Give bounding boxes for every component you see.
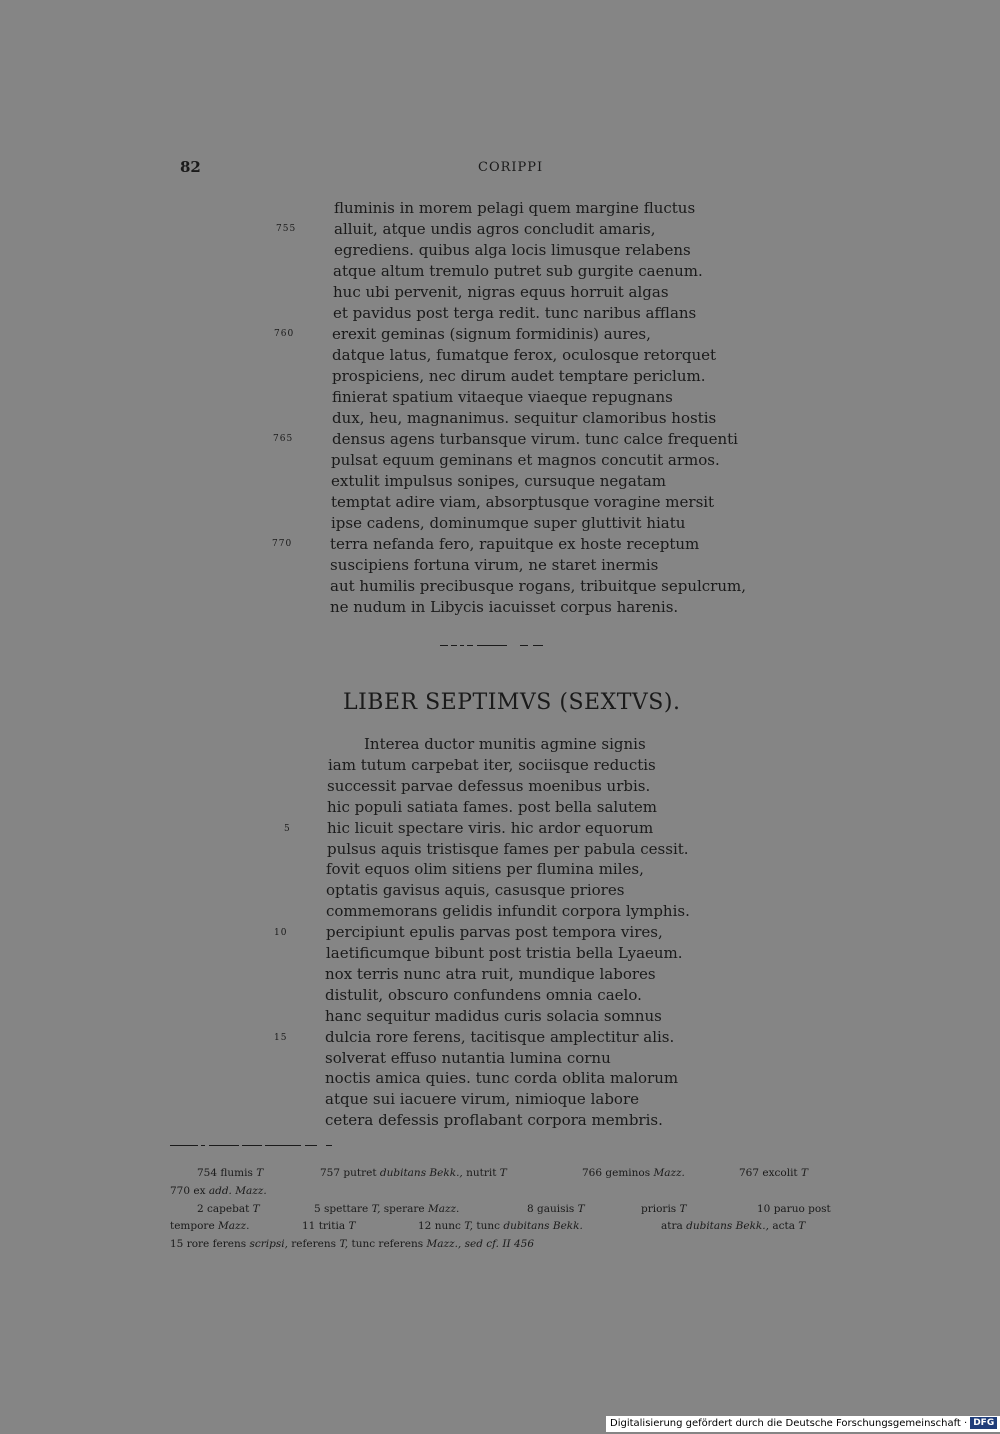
verse-line: huc ubi pervenit, nigras equus horruit algas [333, 283, 669, 301]
verse-line: successit parvae defessus moenibus urbis. [327, 776, 651, 795]
verse-line: egrediens. quibus alga locis limusque relabens [334, 241, 691, 259]
verse-line: laetificumque bibunt post tristia bella Lyaeum. [326, 944, 683, 962]
verse-line: extulit impulsus sonipes, cursuque negatam [331, 472, 666, 490]
verse-line: optatis gavisus aquis, casusque priores [326, 881, 625, 900]
line-number: 10 [274, 928, 288, 938]
verse-line: pulsus aquis tristisque fames per pabula cessit. [327, 839, 689, 858]
line-number: 765 [273, 434, 294, 444]
verse-line: cetera defessis proflabant corpora membris. [325, 1111, 663, 1130]
line-number: 770 [272, 539, 293, 549]
page-number: 82 [180, 158, 201, 176]
verse-line: atque altum tremulo putret sub gurgite caenum. [333, 262, 703, 280]
note: 5 spettare T, sperare Mazz. [314, 1203, 460, 1215]
note: prioris T [641, 1203, 687, 1215]
verse-line: densus agens turbansque virum. tunc calce frequenti [332, 430, 738, 448]
book-title: LIBER SEPTIMVS (SEXTVS). [343, 690, 681, 715]
line-number: 5 [284, 824, 291, 834]
verse-line: suscipiens fortuna virum, ne staret inermis [330, 556, 659, 574]
verse-line: fovit equos olim sitiens per flumina miles, [326, 860, 644, 879]
verse-line: pulsat equum geminans et magnos concutit armos. [331, 451, 720, 469]
note: 2 capebat T [197, 1203, 260, 1215]
verse-line: datque latus, fumatque ferox, oculosque retorquet [332, 346, 717, 364]
note: 15 rore ferens scripsi, referens T, tunc referens Mazz., sed cf. II 456 [170, 1238, 535, 1250]
verse-line: dux, heu, magnanimus. sequitur clamoribus hostis [332, 409, 717, 427]
note: 770 ex add. Mazz. [170, 1185, 267, 1197]
verse-line: aut humilis precibusque rogans, tribuitque sepulcrum, [330, 577, 747, 595]
verse-line: finierat spatium vitaeque viaeque repugnans [332, 388, 673, 406]
verse-line: distulit, obscuro confundens omnia caelo. [325, 985, 642, 1004]
note: 766 geminos Mazz. [582, 1167, 685, 1179]
verse-line: atque sui iacuere virum, nimioque labore [325, 1090, 639, 1109]
verse-line: erexit geminas (signum formidinis) aures, [332, 325, 651, 343]
verse-line: hic populi satiata fames. post bella salutem [327, 797, 657, 816]
verse-line: hic licuit spectare viris. hic ardor equorum [327, 818, 654, 837]
digitization-credit [606, 1416, 1000, 1432]
note: 10 paruo post [757, 1203, 831, 1215]
verse-line: commemorans gelidis infundit corpora lymphis. [326, 902, 690, 921]
credit-text: Digitalisierung gefördert durch die Deutsche Forschungsgemeinschaft · [610, 1418, 968, 1429]
note: 757 putret dubitans Bekk., nutrit T [320, 1167, 507, 1179]
verse-line: nox terris nunc atra ruit, mundique labores [325, 964, 656, 983]
verse-line: ne nudum in Libycis iacuisset corpus harenis. [330, 598, 679, 616]
note: 8 gauisis T [527, 1203, 585, 1215]
note: 754 flumis T [197, 1167, 264, 1179]
verse-line: terra nefanda fero, rapuitque ex hoste receptum [330, 535, 700, 553]
note: 11 tritia T [302, 1220, 356, 1232]
dfg-logo: DFG [970, 1417, 997, 1429]
note: tempore Mazz. [170, 1220, 250, 1232]
line-number: 755 [276, 224, 297, 234]
verse-line: solverat effuso nutantia lumina cornu [325, 1048, 611, 1067]
verse-line: et pavidus post terga redit. tunc naribus afflans [333, 304, 697, 322]
verse-line: iam tutum carpebat iter, sociisque reductis [328, 755, 656, 774]
verse-line: percipiunt epulis parvas post tempora vires, [326, 923, 663, 942]
note: 767 excolit T [739, 1167, 809, 1179]
verse-line: hanc sequitur madidus curis solacia somnus [325, 1006, 662, 1025]
verse-line: ipse cadens, dominumque super gluttivit hiatu [331, 514, 686, 532]
verse-line: temptat adire viam, absorptusque voragine mersit [331, 493, 715, 511]
note: 12 nunc T, tunc dubitans Bekk. [418, 1220, 583, 1232]
line-number: 15 [274, 1033, 288, 1043]
verse-line: fluminis in morem pelagi quem margine fluctus [334, 199, 696, 217]
verse-line: prospiciens, nec dirum audet temptare periclum. [332, 367, 706, 385]
verse-line: Interea ductor munitis agmine signis [364, 735, 646, 753]
line-number: 760 [274, 329, 295, 339]
verse-line: dulcia rore ferens, tacitisque amplectitur alis. [325, 1027, 675, 1046]
note: atra dubitans Bekk., acta T [661, 1220, 806, 1232]
running-title: CORIPPI [478, 160, 544, 175]
verse-line: noctis amica quies. tunc corda oblita malorum [325, 1069, 679, 1088]
verse-line: alluit, atque undis agros concludit amaris, [334, 220, 656, 238]
